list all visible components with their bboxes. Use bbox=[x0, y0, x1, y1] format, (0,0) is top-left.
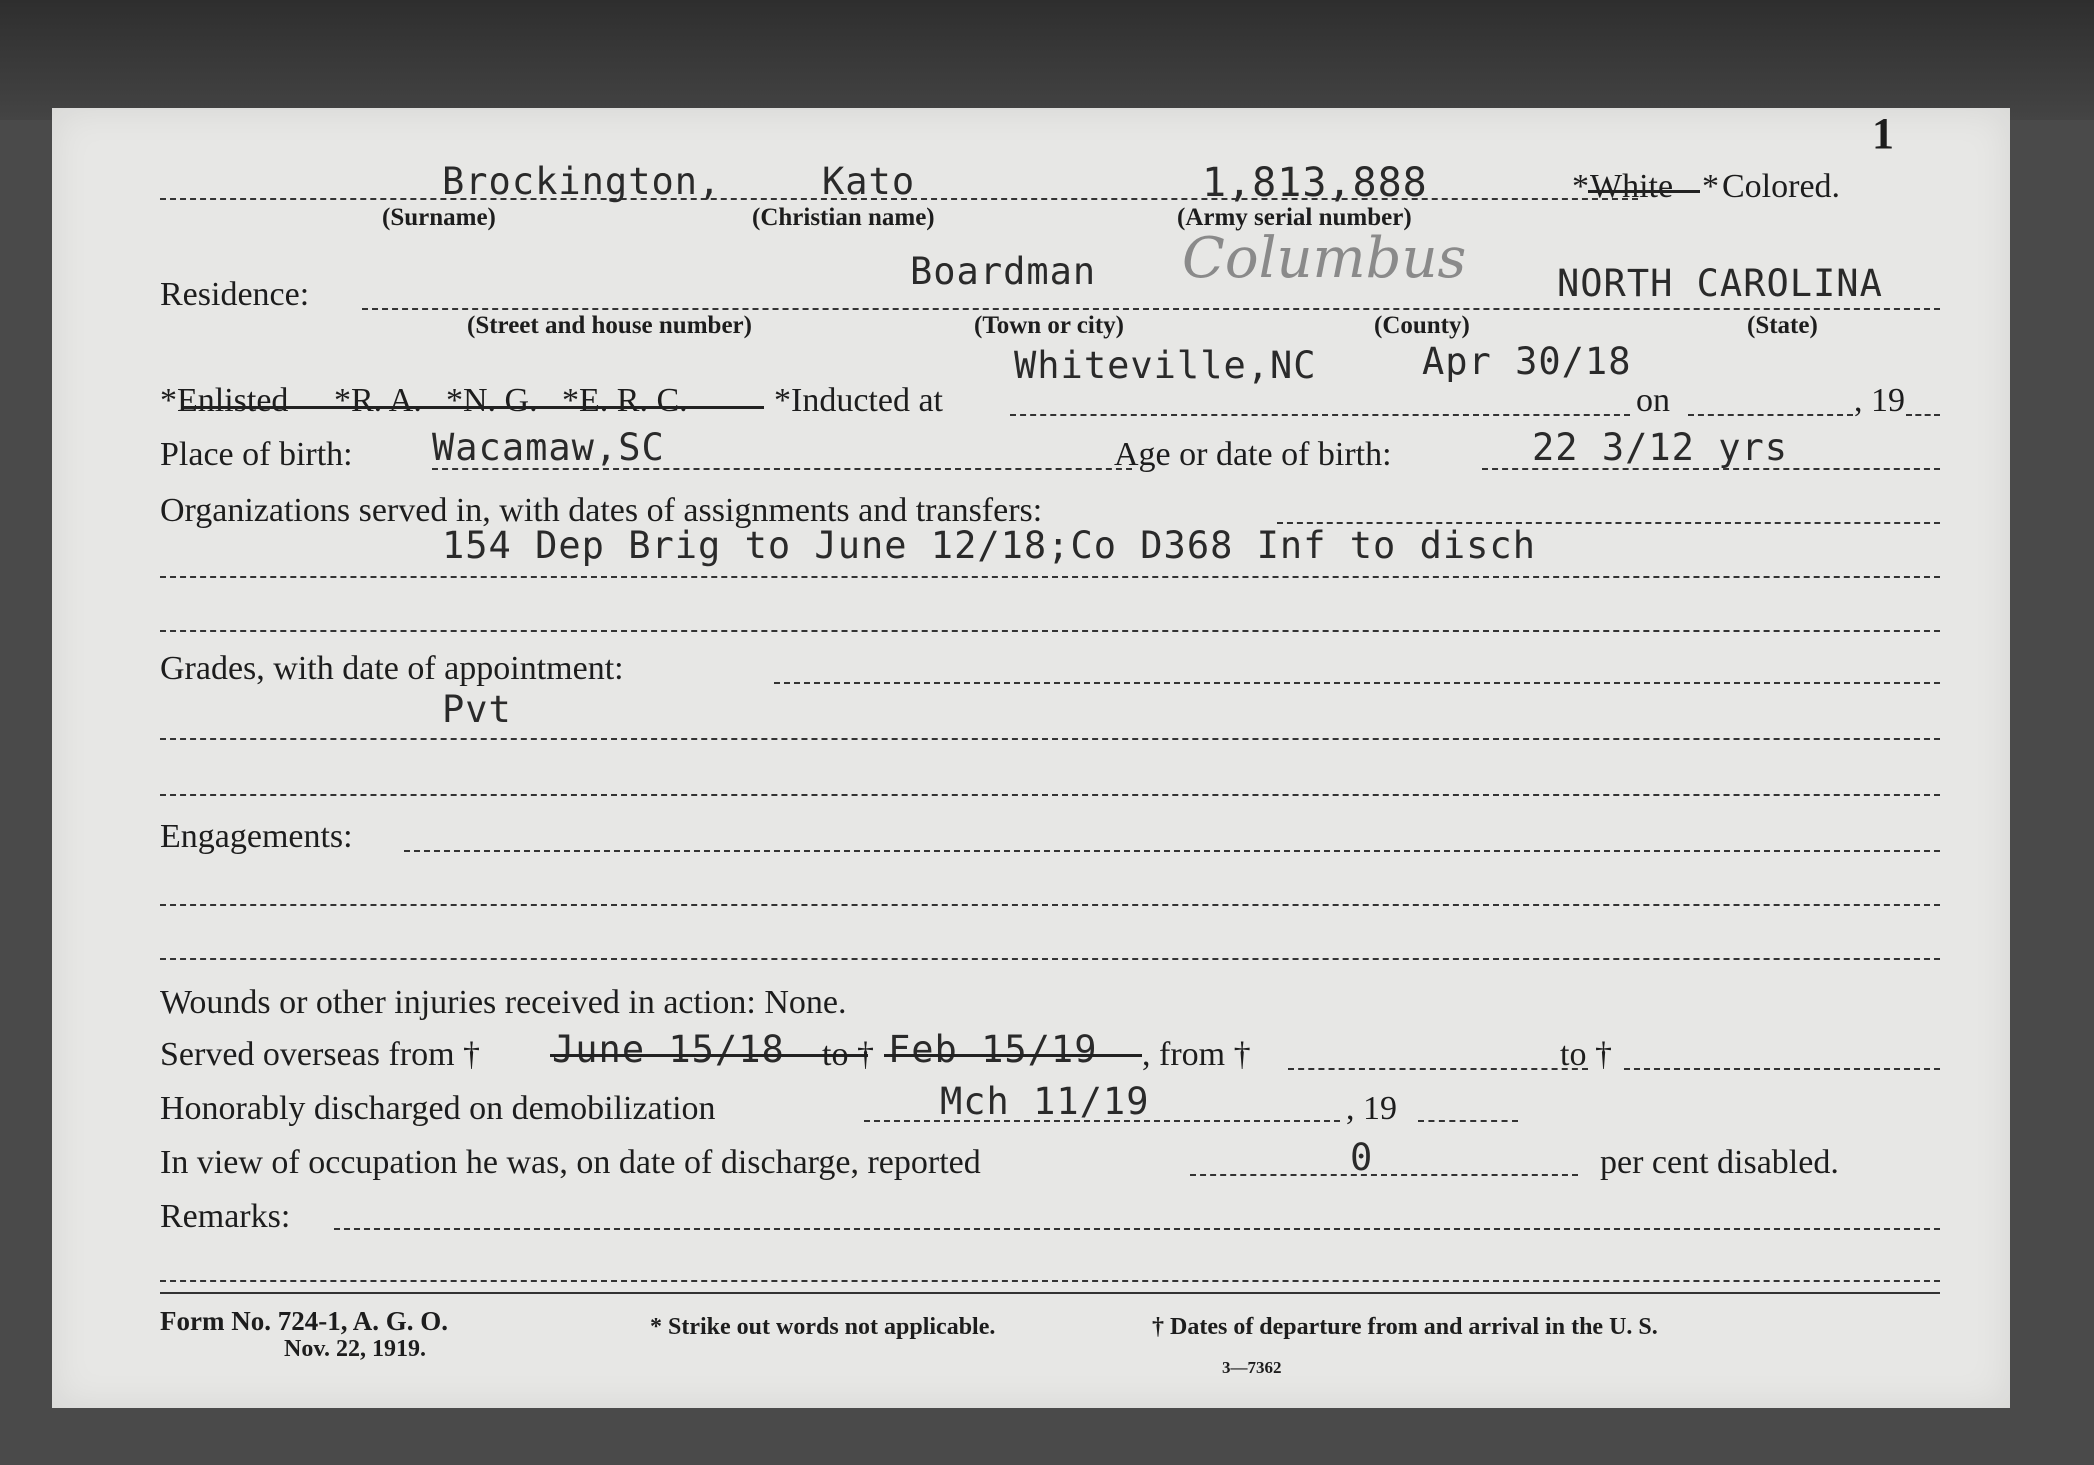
overseas-label: Served overseas from † bbox=[160, 1036, 481, 1073]
age-line bbox=[1482, 468, 1940, 470]
disability-suffix: per cent disabled. bbox=[1600, 1144, 1839, 1181]
grades-label: Grades, with date of appointment: bbox=[160, 650, 624, 687]
discharge-year-label: , 19 bbox=[1346, 1090, 1397, 1127]
county-handwritten: Columbus bbox=[1182, 226, 1467, 291]
christian-name-value: Kato bbox=[822, 160, 916, 203]
town-label: (Town or city) bbox=[974, 312, 1124, 339]
serial-label: (Army serial number) bbox=[1177, 204, 1412, 231]
race-white: White bbox=[1590, 168, 1674, 205]
form-number: Form No. 724-1, A. G. O. bbox=[160, 1306, 448, 1336]
dark-background bbox=[0, 0, 2094, 120]
overseas-to-strike bbox=[884, 1054, 1142, 1057]
disability-line bbox=[1190, 1174, 1578, 1176]
race-colored: Colored. bbox=[1722, 168, 1841, 205]
overseas-from2-label: , from † bbox=[1142, 1036, 1251, 1073]
serial-number-value: 1,813,888 bbox=[1202, 160, 1428, 206]
disability-value: 0 bbox=[1350, 1136, 1374, 1179]
enlisted-option: *Enlisted bbox=[160, 382, 289, 419]
service-record-card bbox=[52, 108, 2010, 1408]
county-label: (County) bbox=[1374, 312, 1470, 339]
overseas-to2-line bbox=[1624, 1068, 1940, 1070]
overseas-from2-line bbox=[1288, 1068, 1588, 1070]
inducted-date-value: Apr 30/18 bbox=[1422, 340, 1632, 383]
overseas-to-label: to † bbox=[822, 1036, 874, 1073]
overseas-from-value: June 15/18 bbox=[552, 1028, 785, 1071]
remarks-line-2 bbox=[160, 1280, 1940, 1282]
year-label: , 19 bbox=[1854, 382, 1905, 419]
grades-line-1 bbox=[774, 682, 1940, 684]
grades-line-3 bbox=[160, 794, 1940, 796]
birthplace-value: Wacamaw,SC bbox=[432, 426, 665, 469]
organizations-line-3 bbox=[160, 630, 1940, 632]
ng-option: *N. G. bbox=[446, 382, 538, 419]
remarks-label: Remarks: bbox=[160, 1198, 291, 1235]
residence-line bbox=[362, 308, 1940, 310]
wounds-label: Wounds or other injuries received in action: None. bbox=[160, 984, 847, 1021]
birthplace-line bbox=[432, 468, 1132, 470]
overseas-to2-label: to † bbox=[1560, 1036, 1612, 1073]
card-number: 1 bbox=[1872, 109, 1894, 158]
street-label: (Street and house number) bbox=[467, 312, 752, 339]
state-label: (State) bbox=[1747, 312, 1818, 339]
inducted-date-line bbox=[1688, 414, 1853, 416]
age-label: Age or date of birth: bbox=[1114, 436, 1392, 473]
disability-label: In view of occupation he was, on date of discharge, reported bbox=[160, 1144, 981, 1181]
grades-value: Pvt bbox=[442, 688, 512, 731]
enlistment-strike bbox=[184, 406, 764, 409]
surname-value: Brockington, bbox=[442, 160, 722, 203]
erc-option: *E. R. C. bbox=[562, 382, 688, 419]
footer-rule bbox=[160, 1292, 1940, 1294]
discharge-label: Honorably discharged on demobilization bbox=[160, 1090, 716, 1127]
strike-note: * Strike out words not applicable. bbox=[650, 1314, 996, 1340]
inducted-place-value: Whiteville,NC bbox=[1014, 344, 1317, 387]
engagements-line-3 bbox=[160, 958, 1940, 960]
print-code: 3—7362 bbox=[1222, 1358, 1282, 1377]
remarks-line-1 bbox=[334, 1228, 1940, 1230]
dates-note: † Dates of departure from and arrival in the U. S. bbox=[1152, 1314, 1658, 1340]
christian-name-label: (Christian name) bbox=[752, 204, 935, 231]
overseas-from-strike bbox=[550, 1054, 868, 1057]
white-strike bbox=[1588, 190, 1700, 193]
organizations-value: 154 Dep Brig to June 12/18;Co D368 Inf to disch bbox=[442, 524, 1536, 567]
state-value: NORTH CAROLINA bbox=[1557, 262, 1883, 305]
engagements-line-2 bbox=[160, 904, 1940, 906]
surname-label: (Surname) bbox=[382, 204, 496, 231]
organizations-line-2 bbox=[160, 576, 1940, 578]
engagements-line-1 bbox=[404, 850, 1940, 852]
on-label: on bbox=[1636, 382, 1670, 419]
inducted-at-label: *Inducted at bbox=[774, 382, 943, 419]
discharge-date-value: Mch 11/19 bbox=[940, 1080, 1150, 1123]
grades-line-2 bbox=[160, 738, 1940, 740]
discharge-year-line bbox=[1418, 1120, 1518, 1122]
birthplace-label: Place of birth: bbox=[160, 436, 353, 473]
ra-option: *R. A. bbox=[334, 382, 422, 419]
form-date: Nov. 22, 1919. bbox=[284, 1336, 427, 1362]
age-value: 22 3/12 yrs bbox=[1532, 426, 1789, 469]
year-line bbox=[1906, 414, 1940, 416]
race-prefix: * bbox=[1572, 168, 1589, 205]
town-value: Boardman bbox=[910, 250, 1097, 293]
organizations-label: Organizations served in, with dates of assignments and transfers: bbox=[160, 492, 1043, 529]
race-mid: * bbox=[1702, 168, 1719, 205]
residence-label: Residence: bbox=[160, 276, 310, 313]
overseas-to-value: Feb 15/19 bbox=[888, 1028, 1098, 1071]
engagements-label: Engagements: bbox=[160, 818, 353, 855]
inducted-place-line bbox=[1010, 414, 1630, 416]
